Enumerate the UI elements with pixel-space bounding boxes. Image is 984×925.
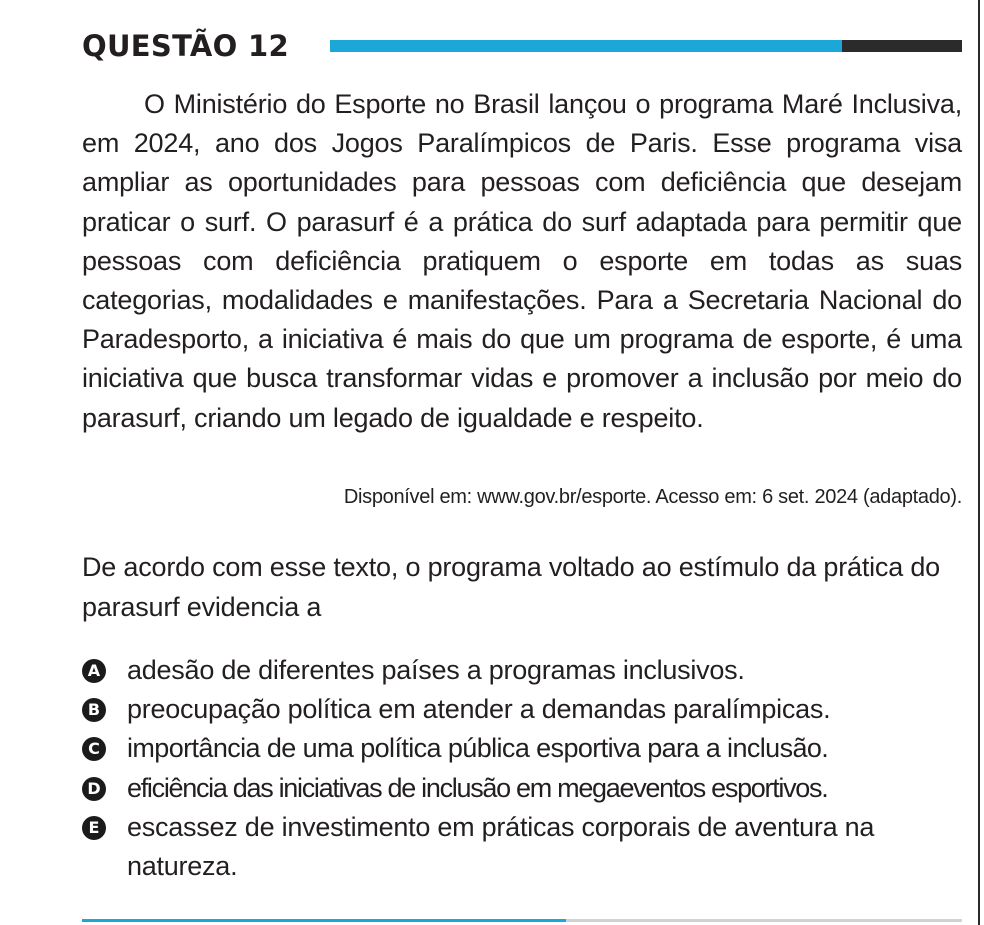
source-citation: Disponível em: www.gov.br/esporte. Acesso em: 6 set. 2024 (adaptado). [343,486,962,508]
option-b-text: preocupação política em atender a demandas paralímpicas. [127,694,831,725]
header-rule [330,40,962,52]
option-d[interactable] [82,769,964,808]
header-rule-accent [330,40,842,52]
option-b-badge: B [82,698,106,722]
header-rule-dark [842,40,962,52]
option-a-badge: A [82,659,106,683]
answer-options [82,651,964,886]
option-e-text: escassez de investimento em práticas corporais de aventura na natureza. [127,811,875,882]
option-d-text: eficiência das iniciativas de inclusão em megaeventos esportivos. [127,772,828,803]
option-d-badge: D [82,777,106,801]
option-a[interactable] [82,651,964,690]
option-c-badge: C [82,737,106,761]
option-b[interactable] [82,690,964,729]
question-title: QUESTÃO 12 [82,29,289,63]
option-e-badge: E [82,816,106,840]
option-a-text: adesão de diferentes países a programas inclusivos. [127,655,745,685]
option-e[interactable] [82,808,964,886]
option-c[interactable] [82,729,964,768]
question-stem: De acordo com esse texto, o programa voltado ao estímulo da prática do parasurf evidencia a [82,552,940,622]
footer-rule [82,919,962,922]
page-border-right [978,0,980,925]
option-c-text: importância de uma política pública esportiva para a inclusão. [127,733,829,764]
question-header [82,26,964,66]
passage-text: O Ministério do Esporte no Brasil lançou o programa Maré Inclusiva, em 2024, ano dos Jogos Paralímpicos de Paris. Esse programa visa ampliar as oportunidades para pessoas com deficiência que desejam praticar o surf. O parasurf é a prática do surf adaptada para permitir que pessoas com deficiência pratiquem o esporte em todas as suas categorias, modalidades e manifestações. Para a Secretaria Nacional do Paradesporto, a iniciativa é mais do que um programa de esporte, é uma iniciativa que busca transformar vidas e promover a inclusão por meio do parasurf, criando um legado de igualdade e respeito. [82,89,962,433]
